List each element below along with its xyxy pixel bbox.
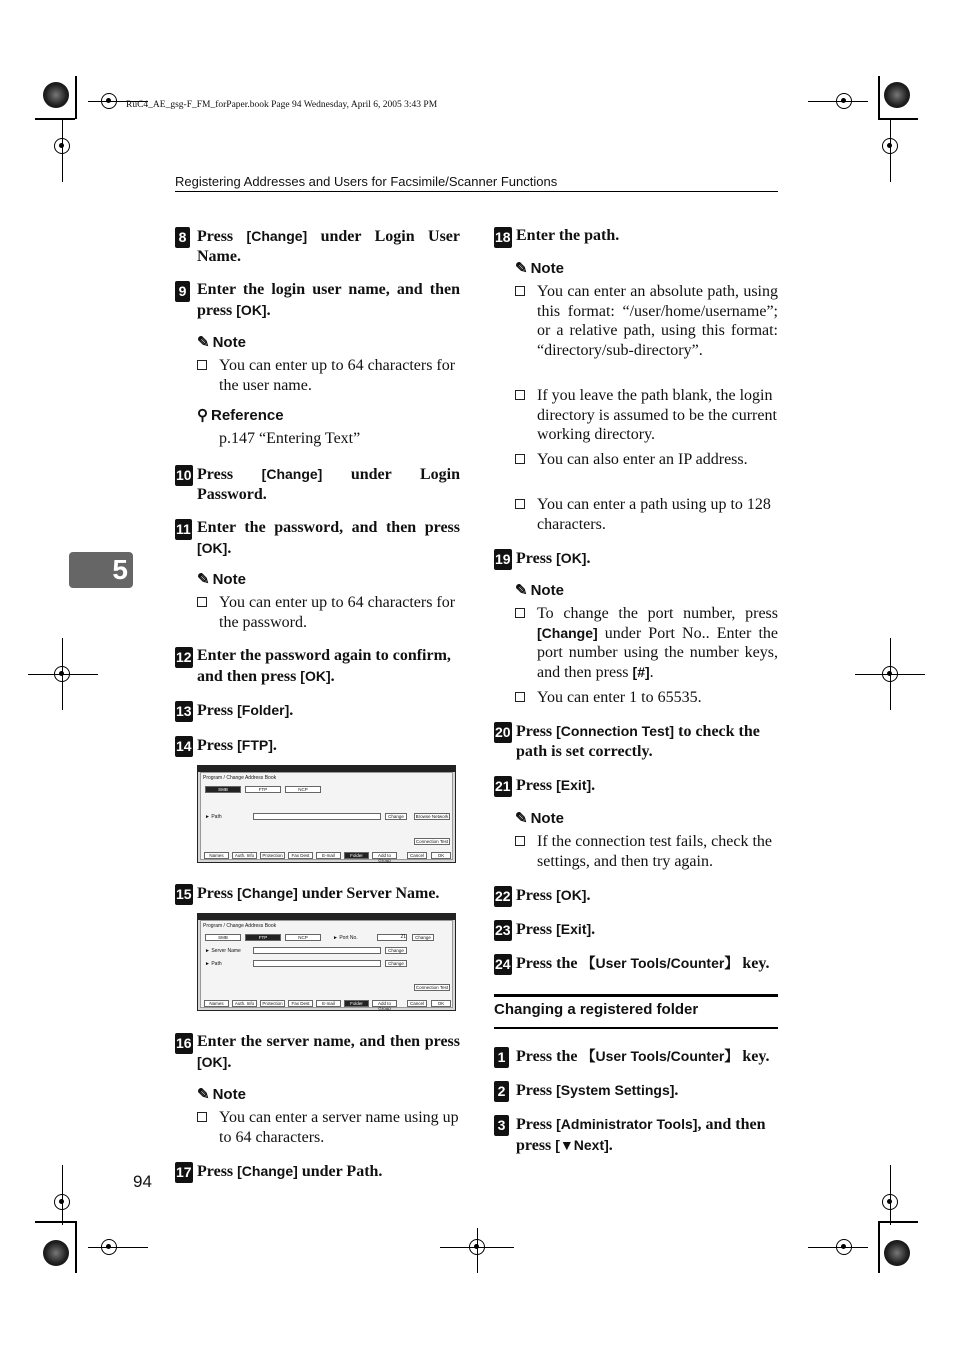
ftp-button[interactable]: FTP xyxy=(245,934,281,941)
crop-mark xyxy=(35,118,75,120)
screen-folder-smb xyxy=(197,765,456,863)
crop-mark xyxy=(35,1221,75,1223)
step-number: 20 xyxy=(494,722,512,743)
pencil-icon: ✎ xyxy=(515,260,528,277)
note-heading: ✎ Note xyxy=(515,260,564,277)
step-8: 8 Press [Change] under Login User Name. xyxy=(175,226,460,267)
reference-heading: ⚲ Reference xyxy=(197,407,284,424)
step-9: 9 Enter the login user name, and then press [OK]. xyxy=(175,280,460,321)
registration-mark-icon xyxy=(882,138,898,154)
page-number: 94 xyxy=(133,1172,152,1191)
color-target-icon xyxy=(884,82,910,108)
registration-mark-icon xyxy=(101,93,117,109)
note-item: To change the port number, press [Change] under Port No.. Enter the port number using the number keys, and then press [#]. xyxy=(515,604,778,682)
step-24: 24 Press the 【User Tools/Counter】 key. xyxy=(494,953,779,974)
crop-mark xyxy=(878,1221,918,1223)
screen-panel xyxy=(200,772,453,863)
step-number: 22 xyxy=(494,886,512,907)
step-number: 14 xyxy=(175,736,193,757)
tab-folder[interactable]: Folder xyxy=(344,852,369,859)
change-button[interactable]: Change xyxy=(412,934,434,941)
color-target-icon xyxy=(43,1240,69,1266)
cancel-button[interactable]: Cancel xyxy=(407,1000,427,1007)
tab-auth-info[interactable]: Auth. Info xyxy=(232,852,257,859)
note-heading: ✎ Note xyxy=(515,582,564,599)
tab-names[interactable]: Names xyxy=(204,852,229,859)
browse-network-button[interactable]: Browse Network xyxy=(415,814,449,819)
checkbox-icon xyxy=(197,597,207,607)
tab-fax-dest[interactable]: Fax Dest xyxy=(288,852,313,859)
step-number: 12 xyxy=(175,647,193,668)
tab-folder[interactable]: Folder xyxy=(344,1000,369,1007)
step-22: 22 Press [OK]. xyxy=(494,885,779,906)
step-number: 21 xyxy=(494,776,512,797)
crop-mark xyxy=(878,1221,880,1273)
pencil-icon: ✎ xyxy=(197,334,210,351)
step-10: 10 Press [Change] under Login Password. xyxy=(176,466,461,503)
path-label: ► Path xyxy=(205,961,222,967)
step-number: 8 xyxy=(175,227,190,248)
ok-button[interactable]: OK xyxy=(431,852,451,859)
ncp-button[interactable]: NCP xyxy=(285,786,321,793)
tab-auth-info[interactable]: Auth. Info xyxy=(232,1000,257,1007)
step-12: 12 Enter the password again to confirm, and then press [OK]. xyxy=(176,647,451,685)
step-number: 9 xyxy=(175,281,190,302)
registration-mark-icon xyxy=(54,138,70,154)
change-button-ref: [Change] xyxy=(246,228,308,244)
note-heading: ✎ Note xyxy=(197,571,246,588)
tab-protection[interactable]: Protection xyxy=(260,852,285,859)
screen-panel xyxy=(200,920,453,1011)
connection-test-button[interactable]: Connection Test xyxy=(415,985,449,990)
ftp-button[interactable]: FTP xyxy=(245,786,281,793)
registration-mark-icon xyxy=(54,666,70,682)
smb-button[interactable]: SMB xyxy=(205,934,241,941)
step-number: 1 xyxy=(494,1047,509,1068)
tab-email[interactable]: E-mail xyxy=(316,1000,341,1007)
tab-add-to-group[interactable]: Add to Group xyxy=(372,852,397,859)
step-number: 10 xyxy=(175,465,193,486)
change-button[interactable]: Change xyxy=(385,960,407,967)
section-rule xyxy=(494,994,778,997)
note-item: If you leave the path blank, the login directory is assumed to be the current working directory. xyxy=(515,386,778,445)
crop-mark xyxy=(75,1221,77,1273)
registration-mark-icon xyxy=(101,1239,117,1255)
step-number: 19 xyxy=(494,549,512,570)
chapter-tab: 5 xyxy=(69,552,133,588)
change-button[interactable]: Change xyxy=(385,947,407,954)
note-item: You can enter up to 64 characters for the password. xyxy=(197,593,460,632)
registration-mark-icon xyxy=(836,93,852,109)
server-name-label: ► Server Name xyxy=(205,948,241,954)
step-number: 16 xyxy=(175,1033,193,1054)
checkbox-icon xyxy=(515,836,525,846)
color-target-icon xyxy=(43,82,69,108)
checkbox-icon xyxy=(197,1112,207,1122)
checkbox-icon xyxy=(515,454,525,464)
crop-mark xyxy=(75,76,77,119)
step-number: 3 xyxy=(494,1115,509,1136)
file-info: RuC4_AE_gsg-F_FM_forPaper.book Page 94 Wednesday, April 6, 2005 3:43 PM xyxy=(126,100,438,110)
checkbox-icon xyxy=(515,390,525,400)
step-15: 15 Press [Change] under Server Name. xyxy=(175,883,460,904)
checkbox-icon xyxy=(515,286,525,296)
checkbox-icon xyxy=(515,608,525,618)
checkbox-icon xyxy=(197,360,207,370)
crop-mark xyxy=(878,76,880,119)
registration-mark-icon xyxy=(54,1194,70,1210)
screen-title: Program / Change Address Book xyxy=(203,775,277,781)
note-heading: ✎ Note xyxy=(197,334,246,351)
cancel-button[interactable]: Cancel xyxy=(407,852,427,859)
change-button[interactable]: Change xyxy=(385,813,407,820)
path-field[interactable] xyxy=(253,960,381,967)
note-item: You can enter a server name using up to 64 characters. xyxy=(197,1108,460,1147)
magnifier-icon: ⚲ xyxy=(197,407,208,424)
tab-add-to-group[interactable]: Add to Group xyxy=(372,1000,397,1007)
header-rule xyxy=(175,191,778,192)
pencil-icon: ✎ xyxy=(197,571,210,588)
step-number: 17 xyxy=(175,1162,193,1183)
registration-mark-icon xyxy=(836,1239,852,1255)
step-number: 23 xyxy=(494,920,512,941)
path-field[interactable] xyxy=(253,813,381,820)
change-step-2: 2 Press [System Settings]. xyxy=(494,1080,779,1101)
note-item: You can enter 1 to 65535. xyxy=(515,688,778,708)
tab-fax-dest[interactable]: Fax Dest xyxy=(288,1000,313,1007)
step-number: 2 xyxy=(494,1081,509,1102)
note-heading: ✎ Note xyxy=(197,1086,246,1103)
reference-link[interactable]: p.147 “Entering Text” xyxy=(219,430,361,447)
pencil-icon: ✎ xyxy=(515,810,528,827)
section-heading: Changing a registered folder xyxy=(494,1001,699,1018)
step-number: 15 xyxy=(175,884,193,905)
checkbox-icon xyxy=(515,692,525,702)
pencil-icon: ✎ xyxy=(515,582,528,599)
server-name-field[interactable] xyxy=(253,947,381,954)
crop-mark xyxy=(878,118,918,120)
tab-protection[interactable]: Protection xyxy=(260,1000,285,1007)
tab-names[interactable]: Names xyxy=(204,1000,229,1007)
tab-email[interactable]: E-mail xyxy=(316,852,341,859)
step-13: 13 Press [Folder]. xyxy=(175,700,460,721)
note-item: If the connection test fails, check the settings, and then try again. xyxy=(515,832,778,871)
step-21: 21 Press [Exit]. xyxy=(494,775,779,796)
step-18: 18 Enter the path. xyxy=(494,226,779,246)
note-item: You can also enter an IP address. xyxy=(515,450,778,470)
step-16: 16 Enter the server name, and then press [OK]. xyxy=(176,1033,460,1071)
registration-mark-icon xyxy=(469,1239,485,1255)
screen-title: Program / Change Address Book xyxy=(203,923,277,929)
color-target-icon xyxy=(884,1240,910,1266)
step-23: 23 Press [Exit]. xyxy=(494,919,779,940)
pencil-icon: ✎ xyxy=(197,1086,210,1103)
note-item: You can enter up to 64 characters for the user name. xyxy=(197,356,460,395)
ok-button[interactable]: OK xyxy=(431,1000,451,1007)
step-number: 18 xyxy=(494,227,512,248)
crop-mark xyxy=(88,1247,148,1248)
step-11: 11 Enter the password, and then press [OK]. xyxy=(176,519,460,557)
port-label: ► Port No. xyxy=(333,935,358,941)
step-19: 19 Press [OK]. xyxy=(494,548,779,569)
smb-button[interactable]: SMB xyxy=(205,786,241,793)
note-item: You can enter an absolute path, using this format: “/user/home/username”; or a relative path, using this format: “directory/sub-directory”. xyxy=(515,282,778,360)
change-step-1: 1 Press the 【User Tools/Counter】 key. xyxy=(494,1046,779,1067)
step-14: 14 Press [FTP]. xyxy=(175,735,460,756)
checkbox-icon xyxy=(515,499,525,509)
registration-mark-icon xyxy=(882,666,898,682)
step-17: 17 Press [Change] under Path. xyxy=(175,1161,460,1182)
screen-folder-ftp xyxy=(197,913,456,1011)
path-label: ► Path xyxy=(205,814,222,820)
ncp-button[interactable]: NCP xyxy=(285,934,321,941)
step-number: 24 xyxy=(494,954,512,975)
change-step-3: 3 Press [Administrator Tools], and then press [▼Next]. xyxy=(494,1114,779,1156)
step-number: 13 xyxy=(175,701,193,722)
running-header: Registering Addresses and Users for Facsimile/Scanner Functions xyxy=(175,174,558,189)
step-number: 11 xyxy=(175,519,192,540)
step-20: 20 Press [Connection Test] to check the path is set correctly. xyxy=(495,723,760,760)
section-rule xyxy=(494,1027,778,1029)
note-heading: ✎ Note xyxy=(515,810,564,827)
port-field[interactable]: 21 xyxy=(377,934,407,941)
ok-button-ref: [OK] xyxy=(236,302,267,318)
registration-mark-icon xyxy=(882,1194,898,1210)
note-item: You can enter a path using up to 128 characters. xyxy=(515,495,778,534)
connection-test-button[interactable]: Connection Test xyxy=(415,839,449,844)
